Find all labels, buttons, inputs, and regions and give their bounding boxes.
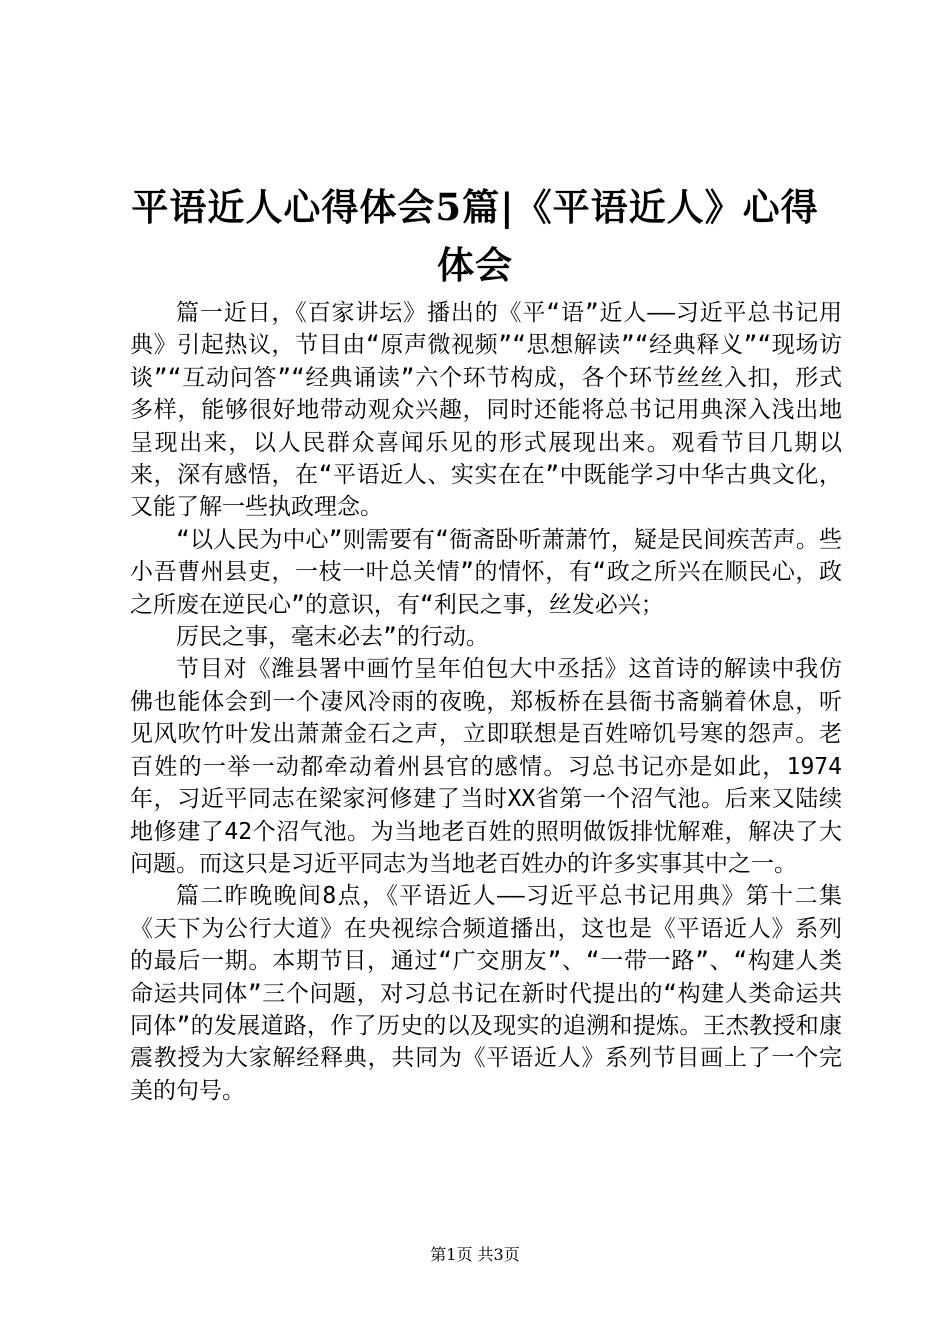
paragraph-4: 节目对《潍县署中画竹呈年伯包大中丞括》这首诗的解读中我仿佛也能体会到一个凄风冷雨的夜晚，郑板桥在县衙书斋躺着休息，听见风吹竹叶发出萧萧金石之声，立即联想是百姓啼饥号寒的怨声。老百姓的一举一动都牵动着州县官的感情。习总书记亦是如此，1974年，习近平同志在梁家河修建了当时XX省第一个沼气池。后来又陆续地修建了42个沼气池。为当地老百姓的照明做饭排忧解难，解决了大问题。而这只是习近平同志为当地老百姓办的许多实事其中之一。 — [130, 656, 842, 877]
paragraph-5: 篇二昨晚晚间8点，《平语近人——习近平总书记用典》第十二集《天下为公行大道》在央视综合频道播出，这也是《平语近人》系列的最后一期。本期节目，通过“广交朋友”、“一带一路”、“构建人类命运共同体”三个问题，对习总书记在新时代提出的“构建人类命运共同体”的发展道路，作了历史的以及现实的追溯和提炼。王杰教授和康震教授为大家解经释典，共同为《平语近人》系列节目画上了一个完美的句号。 — [130, 883, 842, 1104]
paragraph-1: 篇一近日，《百家讲坛》播出的《平“语”近人——习近平总书记用典》引起热议，节目由“原声微视频”“思想解读”“经典释义”“现场访谈”“互动问答”“经典诵读”六个环节构成，各个环节丝丝入扣，形式多样，能够很好地带动观众兴趣，同时还能将总书记用典深入浅出地呈现出来，以人民群众喜闻乐见的形式展现出来。观看节目几期以来，深有感悟，在“平语近人、实实在在”中既能学习中华古典文化，又能了解一些执政理念。 — [130, 300, 842, 521]
page-number-footer: 第1页 共3页 — [430, 1245, 520, 1264]
paragraph-3: 厉民之事，毫末必去”的行动。 — [176, 624, 489, 651]
document-title: 平语近人心得体会5篇|《平语近人》心得体会 — [131, 185, 819, 287]
paragraph-2: “以人民为中心”则需要有“衙斋卧听萧萧竹，疑是民间疾苦声。些小吾曹州县吏，一枝一叶总关情”的情怀，有“政之所兴在顺民心，政之所废在逆民心”的意识，有“利民之事，丝发必兴； — [130, 526, 842, 618]
document-body — [130, 297, 842, 1107]
